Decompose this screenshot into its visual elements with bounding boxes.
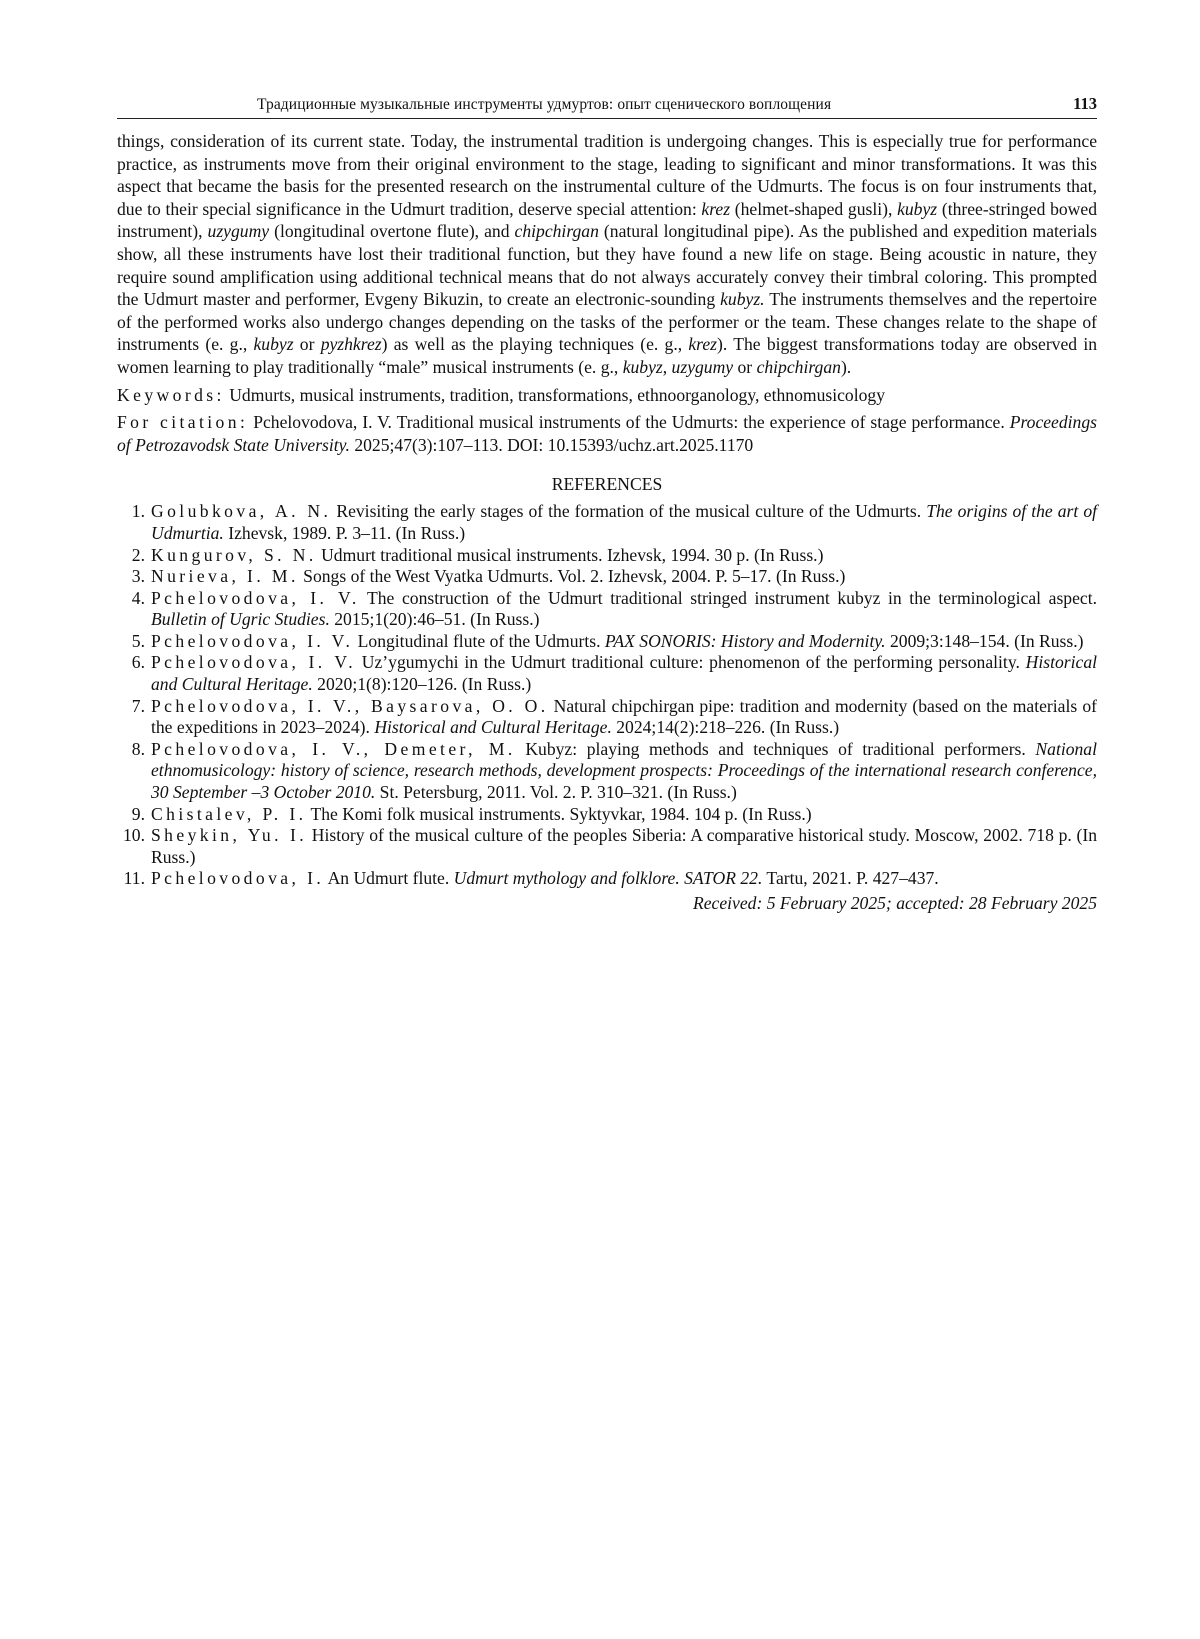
abstract-text: or (293, 334, 321, 355)
term-krez: krez (701, 198, 731, 219)
reference-author: Golubkova, A. N. (151, 501, 332, 522)
page-number: 113 (1073, 94, 1097, 113)
reference-number: 7. (131, 695, 145, 716)
reference-text: The Komi folk musical instruments. Syktyvkar, 1984. 104 p. (In Russ.) (310, 803, 812, 824)
citation-line (117, 411, 1097, 456)
reference-number: 6. (131, 652, 145, 673)
reference-text: Uz’ygumychi in the Udmurt traditional culture: phenomenon of the performing personality. (361, 652, 1026, 673)
page (117, 88, 1097, 914)
reference-item (117, 566, 1097, 588)
term-kubyz: kubyz. (720, 289, 765, 310)
abstract-text: The instruments themselves and the repertoire of the performed works also undergo changes depending on the tasks of the performer or the team. These changes relate to the shape of instruments (e. g., (117, 289, 1097, 355)
reference-item (117, 825, 1097, 868)
term-chipchirgan: chipchirgan (514, 221, 599, 242)
reference-details: Izhevsk, 1989. P. 3–11. (In Russ.) (223, 522, 466, 543)
reference-item (117, 652, 1097, 695)
reference-text: Longitudinal flute of the Udmurts. (357, 630, 605, 651)
citation-text: 2025;47(3):107–113. DOI: 10.15393/uchz.art.2025.1170 (349, 434, 754, 455)
reference-text: History of the musical culture of the peoples Siberia: A comparative historical study. Moscow, 2002. 718 p. (In Russ.) (151, 825, 1098, 867)
reference-author: Nurieva, I. M. (151, 566, 299, 587)
citation-label: For citation: (117, 412, 249, 433)
abstract-text: ). The biggest transformations today are observed in women learning to play traditionally “male” musical instruments (e. g., (117, 334, 1098, 377)
reference-number: 5. (131, 630, 145, 651)
received-dates: Received: 5 February 2025; accepted: 28 February 2025 (692, 893, 1097, 913)
references-heading: REFERENCES (551, 474, 663, 495)
abstract-text: things, consideration of its current state. Today, the instrumental tradition is undergoing changes. This is especially true for performance practice, as instruments move from their original environment to the stage, leading to significant and minor transformations. It was this aspect that became the basis for the presented research on the instrumental culture of the Udmurts. The focus is on four instruments that, due to their special significance in the Udmurt tradition, deserve special attention: (117, 131, 1097, 219)
reference-source: The origins of the art of Udmurtia. (151, 501, 1098, 543)
abstract-text: ). (840, 356, 852, 377)
reference-item (117, 501, 1097, 544)
reference-author: Pchelovodova, I. V. (151, 630, 354, 651)
reference-source: Historical and Cultural Heritage. (374, 717, 612, 738)
term-uzygumy: uzygumy (671, 356, 734, 377)
reference-text: The construction of the Udmurt traditional stringed instrument kubyz in the terminological aspect. (367, 587, 1097, 608)
reference-item (117, 545, 1097, 567)
reference-item (117, 588, 1097, 631)
reference-number: 8. (131, 738, 145, 759)
reference-source: PAX SONORIS: History and Modernity. (604, 630, 886, 651)
term-uzygumy: uzygumy (207, 221, 270, 242)
reference-author: Pchelovodova, I. (151, 868, 325, 889)
term-pyzhkrez: pyzhkrez (320, 334, 382, 355)
term-chipchirgan: chipchirgan (756, 356, 841, 377)
reference-author: Chistalev, P. I. (151, 803, 307, 824)
reference-item (117, 631, 1097, 653)
reference-number: 3. (131, 566, 145, 587)
reference-author: Sheykin, Yu. I. (151, 825, 308, 846)
reference-number: 4. (131, 587, 145, 608)
abstract-paragraph (117, 130, 1097, 379)
abstract-text: (three-stringed bowed instrument), (117, 198, 1097, 242)
reference-number: 1. (131, 501, 145, 522)
keywords-label: Keywords: (117, 384, 225, 405)
term-krez: krez (688, 334, 718, 355)
reference-source: National ethnomusicology: history of science, research methods, development prospects: Proceedings of the international research conference, 30 September –3 October 2010. (151, 738, 1097, 803)
reference-number: 9. (131, 803, 145, 824)
reference-text: Natural chipchirgan pipe: tradition and modernity (based on the materials of the expeditions in 2023–2024). (151, 695, 1098, 738)
reference-author: Pchelovodova, I. V., Baysarova, O. O. (151, 695, 549, 716)
reference-source: Bulletin of Ugric Studies. (151, 609, 330, 630)
reference-text: Kubyz: playing methods and techniques of traditional performers. (525, 738, 1036, 759)
abstract-text: (natural longitudinal pipe). As the published and expedition materials show, all these instruments have lost their traditional function, but they have found a new life on stage. Being acoustic in nature, they require sound amplification using additional technical means that do not always accurately convey their timbral coloring. This prompted the Udmurt master and performer, Evgeny Bikuzin, to create an electronic-sounding (117, 221, 1097, 310)
reference-item (117, 868, 1097, 890)
reference-source: Udmurt mythology and folklore. SATOR 22. (453, 868, 763, 889)
abstract-text: (helmet-shaped gusli), (730, 198, 898, 219)
reference-details: 2015;1(20):46–51. (In Russ.) (329, 609, 540, 630)
reference-details: St. Petersburg, 2011. Vol. 2. P. 310–321. (In Russ.) (375, 782, 737, 803)
abstract-text: (longitudinal overtone flute), and (269, 221, 515, 242)
reference-author: Pchelovodova, I. V. (151, 587, 360, 608)
reference-item (117, 696, 1097, 739)
running-title: Традиционные музыкальные инструменты удмуртов: опыт сценического воплощения (257, 96, 832, 113)
reference-details: 2024;14(2):218–226. (In Russ.) (611, 717, 840, 738)
reference-text: Revisiting the early stages of the formation of the musical culture of the Udmurts. (336, 501, 927, 522)
reference-item (117, 804, 1097, 826)
reference-text: Udmurt traditional musical instruments. Izhevsk, 1994. 30 p. (In Russ.) (321, 544, 824, 565)
reference-details: 2009;3:148–154. (In Russ.) (885, 630, 1084, 651)
reference-number: 10. (123, 825, 145, 846)
keywords-text: Udmurts, musical instruments, tradition, transformations, ethnoorganology, ethnomusicology (229, 384, 885, 405)
reference-author: Pchelovodova, I. V., Demeter, M. (151, 738, 516, 759)
citation-text: Pchelovodova, I. V. Traditional musical instruments of the Udmurts: the experience of stage performance. (253, 412, 1010, 433)
keywords-line (117, 384, 1097, 407)
reference-text: An Udmurt flute. (327, 868, 454, 889)
reference-details: 2020;1(8):120–126. (In Russ.) (312, 674, 532, 695)
running-header (117, 88, 1097, 119)
reference-details: Tartu, 2021. P. 427–437. (762, 868, 939, 889)
abstract-text: ) as well as the playing techniques (e. g., (381, 334, 689, 355)
reference-number: 2. (131, 544, 145, 565)
reference-number: 11. (123, 868, 145, 889)
reference-text: Songs of the West Vyatka Udmurts. Vol. 2. Izhevsk, 2004. P. 5–17. (In Russ.) (303, 566, 846, 587)
reference-author: Pchelovodova, I. V. (151, 652, 357, 673)
term-kubyz: kubyz (253, 334, 294, 355)
references-list (117, 501, 1097, 890)
reference-item (117, 739, 1097, 804)
term-kubyz: kubyz (897, 198, 938, 219)
citation-journal: Proceedings of Petrozavodsk State University. (117, 412, 1097, 455)
abstract-text: or (733, 356, 757, 377)
reference-author: Kungurov, S. N. (151, 544, 317, 565)
abstract-text: , (662, 356, 672, 377)
reference-source: Historical and Cultural Heritage. (151, 652, 1098, 695)
term-kubyz: kubyz (622, 356, 663, 377)
